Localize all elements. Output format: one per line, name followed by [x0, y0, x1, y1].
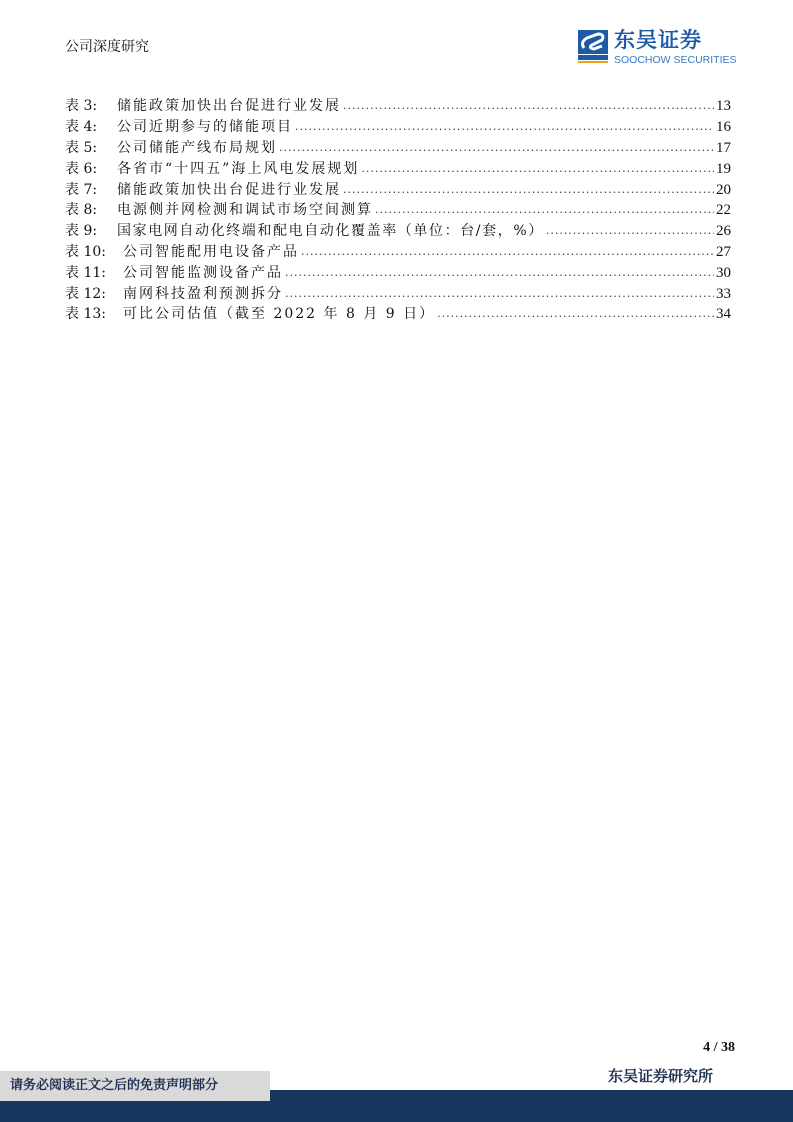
toc-page: 17 — [716, 139, 731, 156]
toc-label: 表 12: — [65, 285, 106, 302]
toc-label: 表 8: — [65, 202, 98, 219]
toc-leader — [285, 284, 714, 304]
toc-entry[interactable] — [65, 200, 731, 221]
table-of-tables — [65, 96, 731, 325]
toc-entry[interactable] — [65, 179, 731, 200]
toc-leader — [301, 242, 714, 262]
toc-page: 19 — [716, 160, 731, 177]
disclaimer-text: 请务必阅读正文之后的免责声明部分 — [10, 1078, 219, 1093]
toc-entry[interactable] — [65, 138, 731, 159]
footer-band — [270, 1090, 793, 1122]
soochow-logo — [578, 28, 738, 68]
page-number: 4 / 38 — [703, 1040, 735, 1055]
toc-title: 电源侧并网检测和调试市场空间测算 — [117, 202, 373, 219]
logo-mark-icon — [578, 30, 608, 64]
toc-page: 34 — [716, 306, 731, 323]
toc-label: 表 3: — [65, 98, 98, 115]
toc-entry[interactable] — [65, 262, 731, 283]
toc-page: 33 — [716, 285, 731, 302]
logo-text-cn: 东吴证券 — [614, 28, 702, 52]
toc-title: 国家电网自动化终端和配电自动化覆盖率（单位：台/套，%） — [117, 223, 544, 240]
toc-leader — [279, 138, 714, 158]
toc-label: 表 6: — [65, 160, 98, 177]
toc-title: 公司智能监测设备产品 — [123, 264, 283, 281]
toc-leader — [295, 117, 714, 137]
footer-band-left — [0, 1101, 270, 1122]
toc-entry[interactable] — [65, 242, 731, 263]
toc-label: 表 9: — [65, 223, 98, 240]
toc-page: 16 — [716, 119, 731, 136]
toc-page: 30 — [716, 264, 731, 281]
disclaimer-box — [0, 1071, 270, 1101]
logo-text-en: SOOCHOW SECURITIES — [614, 54, 737, 66]
toc-title: 各省市“十四五”海上风电发展规划 — [117, 160, 360, 177]
toc-label: 表 10: — [65, 243, 106, 260]
toc-title: 公司储能产线布局规划 — [117, 139, 277, 156]
header-section-title: 公司深度研究 — [65, 39, 149, 55]
toc-leader — [437, 304, 714, 324]
toc-leader — [546, 221, 714, 241]
toc-title: 储能政策加快出台促进行业发展 — [117, 181, 341, 198]
toc-label: 表 5: — [65, 139, 98, 156]
toc-entry[interactable] — [65, 221, 731, 242]
toc-leader — [343, 96, 714, 116]
toc-title: 可比公司估值（截至 2022 年 8 月 9 日） — [123, 306, 436, 323]
toc-page: 22 — [716, 202, 731, 219]
toc-entry[interactable] — [65, 283, 731, 304]
toc-title: 公司智能配用电设备产品 — [123, 243, 299, 260]
toc-leader — [361, 159, 714, 179]
toc-title: 公司近期参与的储能项目 — [117, 119, 293, 136]
toc-entry[interactable] — [65, 96, 731, 117]
toc-page: 20 — [716, 181, 731, 198]
toc-entry[interactable] — [65, 304, 731, 325]
toc-page: 27 — [716, 243, 731, 260]
toc-title: 储能政策加快出台促进行业发展 — [117, 98, 341, 115]
toc-entry[interactable] — [65, 117, 731, 138]
toc-entry[interactable] — [65, 158, 731, 179]
toc-leader — [375, 200, 714, 220]
toc-label: 表 7: — [65, 181, 98, 198]
toc-page: 13 — [716, 98, 731, 115]
toc-title: 南网科技盈利预测拆分 — [123, 285, 283, 302]
toc-label: 表 13: — [65, 306, 106, 323]
footer-firm-name: 东吴证券研究所 — [608, 1067, 714, 1085]
toc-label: 表 11: — [65, 264, 106, 281]
toc-page: 26 — [716, 223, 731, 240]
toc-label: 表 4: — [65, 119, 98, 136]
toc-leader — [343, 180, 714, 200]
toc-leader — [285, 263, 714, 283]
